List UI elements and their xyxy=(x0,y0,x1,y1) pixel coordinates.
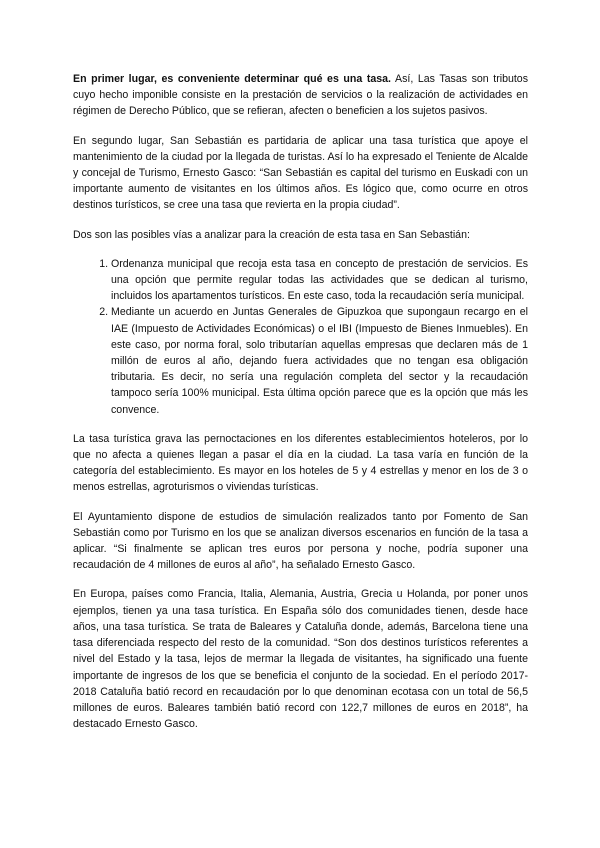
paragraph-6: En Europa, países como Francia, Italia, Alemania, Austria, Grecia u Holanda, por poner unos ejemplos, tienen ya una tasa turística. En España sólo dos comunidades tienen, desde hace años, una tasa turística. Se trata de Baleares y Cataluña donde, además, Barcelona tiene una tasa diferenciada respecto del resto de la comunidad. “Son dos destinos turísticos referentes a nivel del Estado y la tasa, lejos de mermar la llegada de visitantes, ha significado una fuente importante de ingresos de los que se beneficia el conjunto de la sociedad. En el período 2017-2018 Cataluña batió record en recaudación por lo que denominan ecotasa con un total de 56,5 millones de euros. Baleares también batió record con 122,7 millones de euros en 2018”, ha destacado Ernesto Gasco. xyxy=(73,588,528,731)
options-list xyxy=(73,256,528,418)
paragraph-2: En segundo lugar, San Sebastián es partidaria de aplicar una tasa turística que apoye el mantenimiento de la ciudad por la llegada de turistas. Así lo ha expresado el Teniente de Alcalde y concejal de Turismo, Ernesto Gasco: “San Sebastián es capital del turismo en Euskadi con un importante aumento de visitantes en los últimos años. Es lógico que, como ocurre en otros destinos turísticos, se cree una tasa que revierta en la propia ciudad”. xyxy=(73,134,528,212)
paragraph-4: La tasa turística grava las pernoctaciones en los diferentes establecimientos hoteleros, por lo que no afecta a quienes llegan a pasar el día en la ciudad. La tasa varía en función de la categoría del establecimiento. Es mayor en los hoteles de 5 y 4 estrellas y menor en los de 3 o menos estrellas, agroturismos o viviendas turísticas. xyxy=(73,432,528,494)
list-item: 2. Mediante un acuerdo en Juntas Generales de Gipuzkoa que supongaun recargo en el IAE (Impuesto de Actividades Económicas) o el IBI (Impuesto de Bienes Inmuebles). En este caso, por norma foral, solo tributarían aquellas empresas que declaren más de 1 millón de euros al año, dejando fuera actividades que no tengan esa obligación tributaria. Es decir, no sería una regulación completa del sector y la recaudación tampoco sería 100% municipal. Esta última opción parece que es la opción que más les convence. xyxy=(111,304,528,417)
paragraph-3: Dos son las posibles vías a analizar para la creación de esta tasa en San Sebastián: xyxy=(73,228,470,241)
list-item: 1. Ordenanza municipal que recoja esta tasa en concepto de prestación de servicios. Es una opción que permite regular todas las actividades que se dedican al turismo, incluidos los apartamentos turísticos. En este caso, toda la recaudación sería municipal. xyxy=(111,256,528,305)
document-body xyxy=(73,71,528,745)
paragraph-1-text: Así, Las Tasas son tributos cuyo hecho imponible consiste en la prestación de servicios o la realización de actividades en régimen de Derecho Público, que se refieran, afecten o beneficien a los sujetos pasivos. xyxy=(73,73,528,118)
paragraph-1-lead: En primer lugar, es conveniente determinar qué es una tasa. xyxy=(73,73,392,85)
paragraph-1 xyxy=(73,71,528,120)
paragraph-5: El Ayuntamiento dispone de estudios de simulación realizados tanto por Fomento de San Sebastián como por Turismo en los que se analizan diversos escenarios en función de la tasa a aplicar. “Si finalmente se aplican tres euros por persona y noche, podría suponer una recaudación de 4 millones de euros al año”, ha señalado Ernesto Gasco. xyxy=(73,510,528,572)
